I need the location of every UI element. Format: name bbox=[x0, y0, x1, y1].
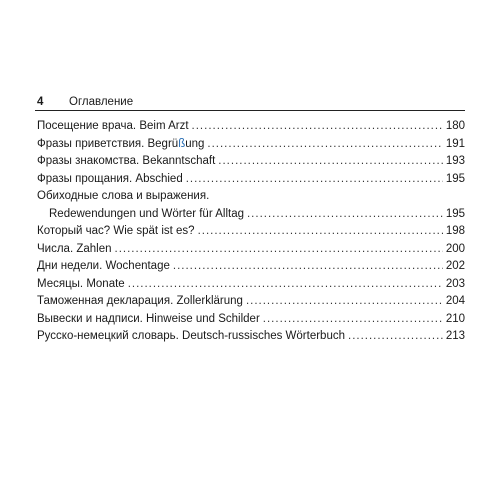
toc-entry bbox=[37, 311, 465, 329]
toc-entry-page: 200 bbox=[445, 242, 465, 255]
toc-entry-page: 180 bbox=[445, 120, 465, 132]
toc-entry-title: Вывески и надписи. Hinweise und Schilder bbox=[37, 312, 260, 325]
toc-entry bbox=[37, 293, 465, 311]
toc-entry-title: Числа. Zahlen bbox=[37, 242, 112, 255]
toc-leader bbox=[192, 118, 443, 136]
toc-leader bbox=[115, 241, 443, 259]
toc-entry-title-part: ung bbox=[185, 137, 205, 150]
toc-leader bbox=[207, 136, 442, 154]
page-number: 4 bbox=[37, 96, 44, 108]
toc-entry-page: 210 bbox=[445, 312, 465, 325]
toc-entry-page: 191 bbox=[445, 137, 465, 150]
toc-entry-title: Дни недели. Wochentage bbox=[37, 260, 170, 272]
toc-entry-title: Русско-немецкий словарь. Deutsch-russisches Wörterbuch bbox=[37, 330, 345, 342]
toc-entry bbox=[37, 136, 465, 154]
toc-leader bbox=[246, 293, 443, 311]
toc-entry-title bbox=[37, 136, 204, 154]
toc-entry bbox=[37, 258, 465, 276]
toc-leader bbox=[173, 258, 443, 276]
toc-leader bbox=[247, 206, 443, 224]
toc-entry-title: Таможенная декларация. Zollerklärung bbox=[37, 295, 243, 307]
toc-entry-title-accent: ß bbox=[178, 137, 186, 150]
toc-entry-line2 bbox=[37, 206, 465, 224]
toc-leader bbox=[128, 276, 443, 294]
toc-leader bbox=[348, 328, 443, 346]
toc-leader bbox=[218, 153, 443, 171]
toc-entry bbox=[37, 328, 465, 346]
toc-entry bbox=[37, 241, 465, 259]
toc-entry-title: Посещение врача. Beim Arzt bbox=[37, 120, 189, 132]
toc-entry bbox=[37, 153, 465, 171]
toc-entry-title-part: Фразы приветствия. Begrü bbox=[37, 137, 179, 150]
toc-entry-title-line2: Redewendungen und Wörter für Alltag bbox=[49, 207, 244, 220]
table-of-contents bbox=[37, 118, 465, 346]
toc-entry-page: 204 bbox=[445, 295, 465, 307]
header-rule bbox=[35, 110, 465, 111]
toc-entry-page: 195 bbox=[445, 172, 465, 185]
toc-entry-title: Который час? Wie spät ist es? bbox=[37, 225, 195, 237]
toc-leader bbox=[263, 311, 443, 329]
toc-entry-title: Фразы знакомства. Bekanntschaft bbox=[37, 155, 216, 167]
toc-entry bbox=[37, 276, 465, 294]
toc-entry-title: Фразы прощания. Abschied bbox=[37, 172, 183, 185]
toc-entry-page: 198 bbox=[445, 225, 465, 237]
toc-entry-page: 203 bbox=[445, 277, 465, 290]
toc-entry bbox=[37, 171, 465, 189]
toc-entry-page: 213 bbox=[445, 330, 465, 342]
toc-entry-title-line1: Обиходные слова и выражения. bbox=[37, 190, 210, 202]
toc-entry-page: 202 bbox=[445, 260, 465, 272]
toc-leader bbox=[186, 171, 443, 189]
toc-entry-title: Месяцы. Monate bbox=[37, 277, 125, 290]
toc-entry bbox=[37, 118, 465, 136]
running-head bbox=[37, 93, 464, 111]
toc-entry bbox=[37, 188, 465, 223]
running-head-title: Оглавление bbox=[69, 96, 134, 108]
toc-entry bbox=[37, 223, 465, 241]
toc-entry-page: 193 bbox=[445, 155, 465, 167]
toc-leader bbox=[198, 223, 443, 241]
toc-entry-page: 195 bbox=[445, 207, 465, 220]
